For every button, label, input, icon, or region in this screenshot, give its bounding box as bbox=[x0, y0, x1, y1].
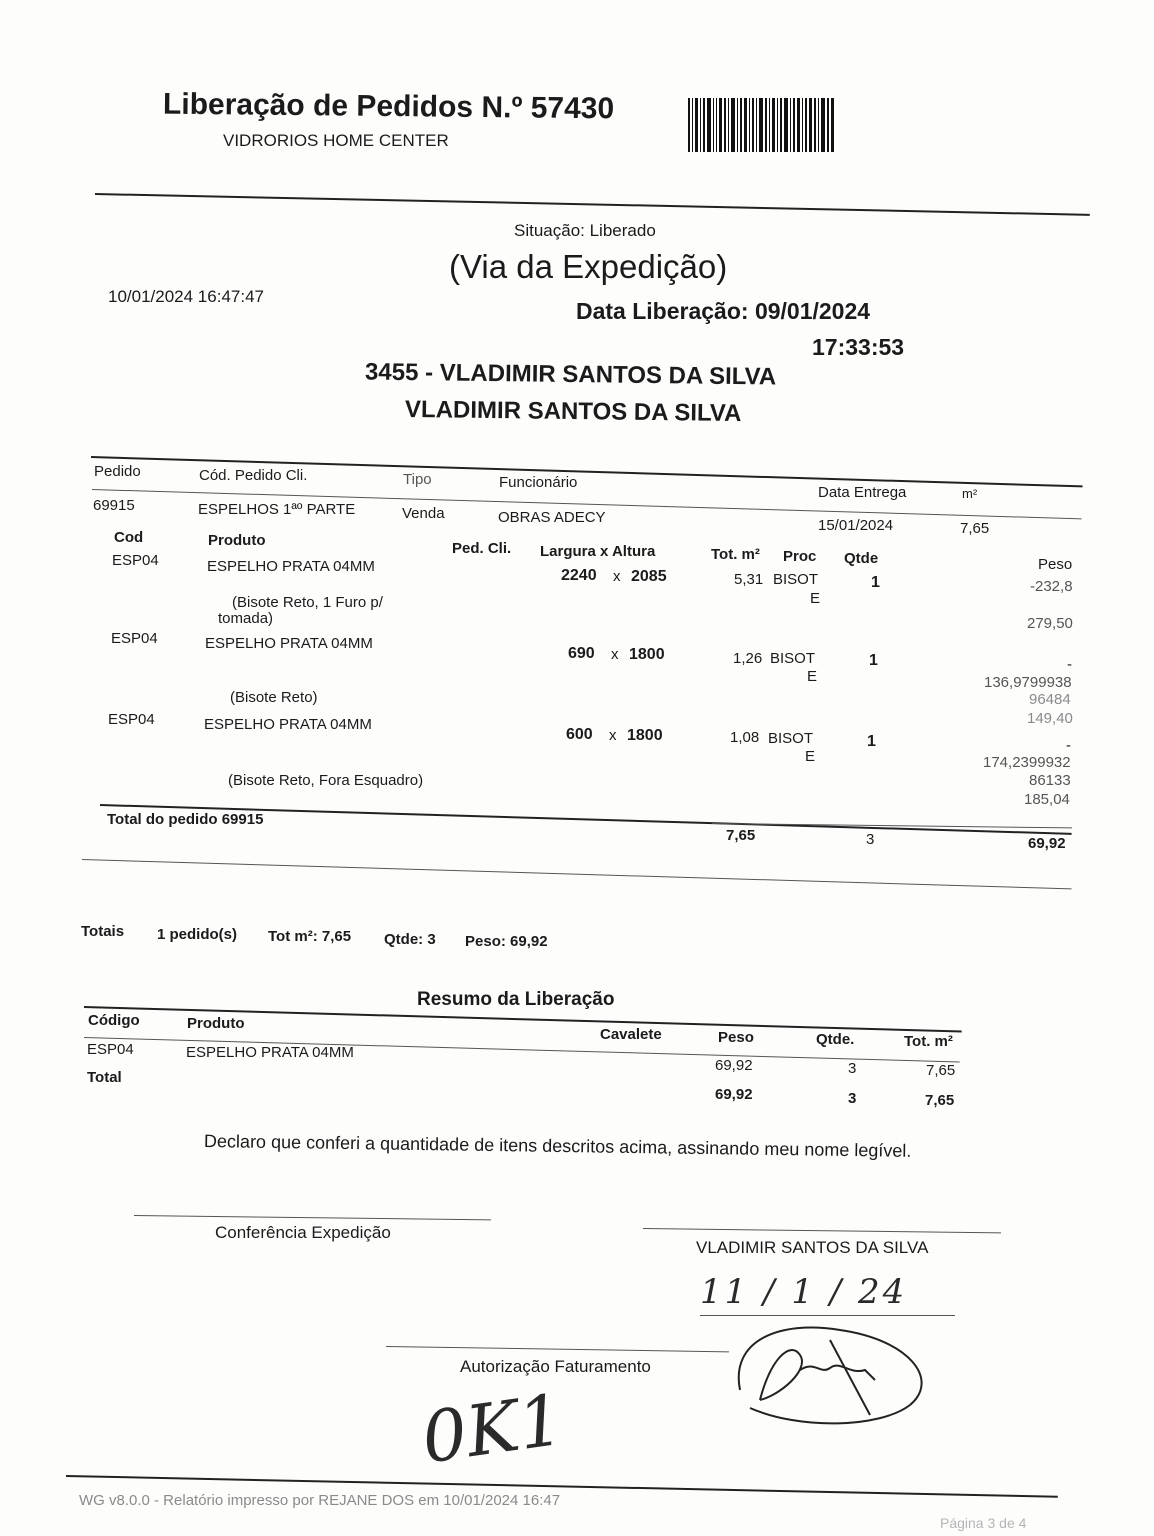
item-2-peso-3: 96484 bbox=[1029, 691, 1071, 708]
total-pedido-qtde: 3 bbox=[866, 831, 875, 848]
pedido-m2: 7,65 bbox=[960, 520, 990, 537]
item-2-x: x bbox=[611, 646, 619, 663]
item-3-qtde: 1 bbox=[867, 733, 876, 750]
situacao: Situação: Liberado bbox=[514, 221, 656, 240]
conferencia-label: Conferência Expedição bbox=[215, 1223, 391, 1242]
item-1-altura: 2085 bbox=[631, 568, 667, 585]
footer-printed-by: WG v8.0.0 - Relatório impresso por REJANE DOS em 10/01/2024 16:47 bbox=[79, 1492, 561, 1509]
item-1-desc-2: tomada) bbox=[218, 610, 274, 627]
pedido-data-entrega: 15/01/2024 bbox=[818, 517, 894, 534]
totais-tot-m2: Tot m²: 7,65 bbox=[268, 928, 352, 945]
pedido-bottom-rule bbox=[82, 859, 1072, 889]
item-3-cod: ESP04 bbox=[108, 711, 155, 728]
conferencia-signature-line bbox=[134, 1215, 491, 1220]
resumo-col-peso: Peso bbox=[718, 1029, 754, 1046]
declaration-text: Declaro que conferi a quantidade de itens descritos acima, assinando meu nome legível. bbox=[203, 1131, 912, 1161]
resumo-row-codigo: ESP04 bbox=[87, 1041, 134, 1058]
resumo-row-produto: ESPELHO PRATA 04MM bbox=[186, 1044, 354, 1061]
item-2-produto: ESPELHO PRATA 04MM bbox=[205, 635, 373, 652]
col-produto: Produto bbox=[208, 532, 266, 549]
total-pedido-peso: 69,92 bbox=[1028, 835, 1066, 852]
item-2-peso-1: - bbox=[1067, 656, 1072, 673]
item-3-tot-m2: 1,08 bbox=[730, 729, 760, 746]
resumo-row-qtde: 3 bbox=[848, 1060, 857, 1077]
cliente-signature-name: VLADIMIR SANTOS DA SILVA bbox=[696, 1238, 929, 1257]
item-2-peso-2: 136,9799938 bbox=[984, 674, 1072, 691]
item-1-peso-3: 279,50 bbox=[1027, 615, 1073, 632]
item-3-peso-2: 174,2399932 bbox=[983, 754, 1071, 771]
handwritten-date: 11 / 1 / 24 bbox=[700, 1272, 908, 1312]
item-1-proc-1: BISOT bbox=[773, 571, 819, 588]
cliente-line-2: VLADIMIR SANTOS DA SILVA bbox=[404, 395, 742, 428]
item-1-tot-m2: 5,31 bbox=[734, 571, 764, 588]
handwritten-note: 0K1 bbox=[416, 1378, 569, 1480]
pedido-cod-cli: ESPELHOS 1ªº PARTE bbox=[198, 501, 356, 518]
customer-signature bbox=[720, 1300, 940, 1440]
item-2-desc-1: (Bisote Reto) bbox=[230, 689, 318, 706]
item-2-proc-1: BISOT bbox=[770, 650, 816, 667]
hora-liberacao: 17:33:53 bbox=[812, 334, 905, 360]
company-name: VIDRORIOS HOME CENTER bbox=[223, 131, 449, 150]
col-data-entrega: Data Entrega bbox=[818, 484, 907, 501]
col-pedido: Pedido bbox=[94, 463, 141, 480]
col-cod-pedido-cli: Cód. Pedido Cli. bbox=[199, 467, 308, 484]
item-1-largura: 2240 bbox=[561, 567, 597, 584]
item-2-altura: 1800 bbox=[629, 646, 665, 663]
col-proc: Proc bbox=[783, 548, 817, 565]
item-2-proc-2: E bbox=[807, 668, 818, 685]
resumo-total-label: Total bbox=[87, 1069, 122, 1086]
total-pedido-label: Total do pedido 69915 bbox=[107, 811, 264, 828]
report-title: Liberação de Pedidos N.º 57430 bbox=[162, 87, 615, 126]
via-expedicao: (Via da Expedição) bbox=[449, 248, 728, 285]
totais-qtde: Qtde: 3 bbox=[384, 931, 436, 948]
item-3-peso-1: - bbox=[1066, 737, 1071, 754]
pedido-funcionario: OBRAS ADECY bbox=[498, 509, 606, 526]
col-m2: m² bbox=[962, 486, 978, 501]
resumo-col-qtde: Qtde. bbox=[816, 1031, 855, 1048]
cliente-signature-line bbox=[643, 1228, 1001, 1233]
data-liberacao: Data Liberação: 09/01/2024 bbox=[576, 298, 871, 324]
resumo-row-tot-m2: 7,65 bbox=[926, 1062, 956, 1079]
item-3-altura: 1800 bbox=[627, 727, 663, 744]
resumo-col-codigo: Código bbox=[88, 1012, 140, 1029]
autorizacao-label: Autorização Faturamento bbox=[460, 1357, 651, 1376]
col-cod: Cod bbox=[114, 529, 144, 546]
col-ped-cli: Ped. Cli. bbox=[452, 540, 512, 557]
item-3-proc-2: E bbox=[805, 748, 816, 765]
pedido-numero: 69915 bbox=[93, 497, 135, 514]
item-1-peso-1: -232,8 bbox=[1030, 578, 1073, 595]
resumo-col-cavalete: Cavalete bbox=[600, 1026, 662, 1043]
item-1-x: x bbox=[613, 568, 621, 585]
header-divider bbox=[95, 193, 1090, 216]
autorizacao-signature-line bbox=[386, 1346, 729, 1352]
item-2-cod: ESP04 bbox=[111, 630, 158, 647]
barcode bbox=[688, 98, 864, 152]
item-3-x: x bbox=[609, 727, 617, 744]
resumo-row-peso: 69,92 bbox=[715, 1057, 753, 1074]
pedido-tipo: Venda bbox=[402, 505, 445, 522]
resumo-col-produto: Produto bbox=[187, 1015, 245, 1032]
total-pedido-tot-m2: 7,65 bbox=[726, 827, 756, 844]
item-3-produto: ESPELHO PRATA 04MM bbox=[204, 716, 372, 733]
col-tipo: Tipo bbox=[403, 471, 432, 488]
resumo-title: Resumo da Liberação bbox=[417, 989, 615, 1010]
item-1-qtde: 1 bbox=[871, 574, 880, 591]
item-3-proc-1: BISOT bbox=[768, 730, 814, 747]
item-1-produto: ESPELHO PRATA 04MM bbox=[207, 558, 375, 575]
item-3-largura: 600 bbox=[566, 726, 593, 743]
totais-label: Totais bbox=[81, 923, 125, 940]
col-qtde: Qtde bbox=[844, 550, 879, 567]
totais-pedidos: 1 pedido(s) bbox=[157, 926, 238, 943]
resumo-col-tot-m2: Tot. m² bbox=[904, 1033, 953, 1050]
item-3-peso-4: 185,04 bbox=[1024, 791, 1070, 808]
cliente-line-1: 3455 - VLADIMIR SANTOS DA SILVA bbox=[364, 358, 777, 391]
resumo-total-peso: 69,92 bbox=[715, 1086, 753, 1103]
item-2-peso-4: 149,40 bbox=[1027, 710, 1073, 727]
item-1-cod: ESP04 bbox=[112, 552, 159, 569]
totais-peso: Peso: 69,92 bbox=[465, 933, 548, 950]
item-2-tot-m2: 1,26 bbox=[733, 650, 763, 667]
item-3-peso-3: 86133 bbox=[1029, 772, 1071, 789]
col-tot-m2: Tot. m² bbox=[711, 546, 760, 563]
col-funcionario: Funcionário bbox=[499, 474, 578, 491]
item-2-largura: 690 bbox=[568, 645, 595, 662]
col-peso: Peso bbox=[1038, 556, 1073, 573]
col-largura-altura: Largura x Altura bbox=[540, 543, 656, 560]
item-1-proc-2: E bbox=[810, 590, 821, 607]
resumo-total-tot-m2: 7,65 bbox=[925, 1092, 955, 1109]
item-1-desc-1: (Bisote Reto, 1 Furo p/ bbox=[232, 594, 383, 611]
item-2-qtde: 1 bbox=[869, 652, 878, 669]
printed-datetime: 10/01/2024 16:47:47 bbox=[108, 287, 264, 306]
item-3-desc-1: (Bisote Reto, Fora Esquadro) bbox=[228, 772, 424, 789]
footer-page: Página 3 de 4 bbox=[940, 1515, 1027, 1531]
resumo-total-qtde: 3 bbox=[848, 1090, 857, 1107]
